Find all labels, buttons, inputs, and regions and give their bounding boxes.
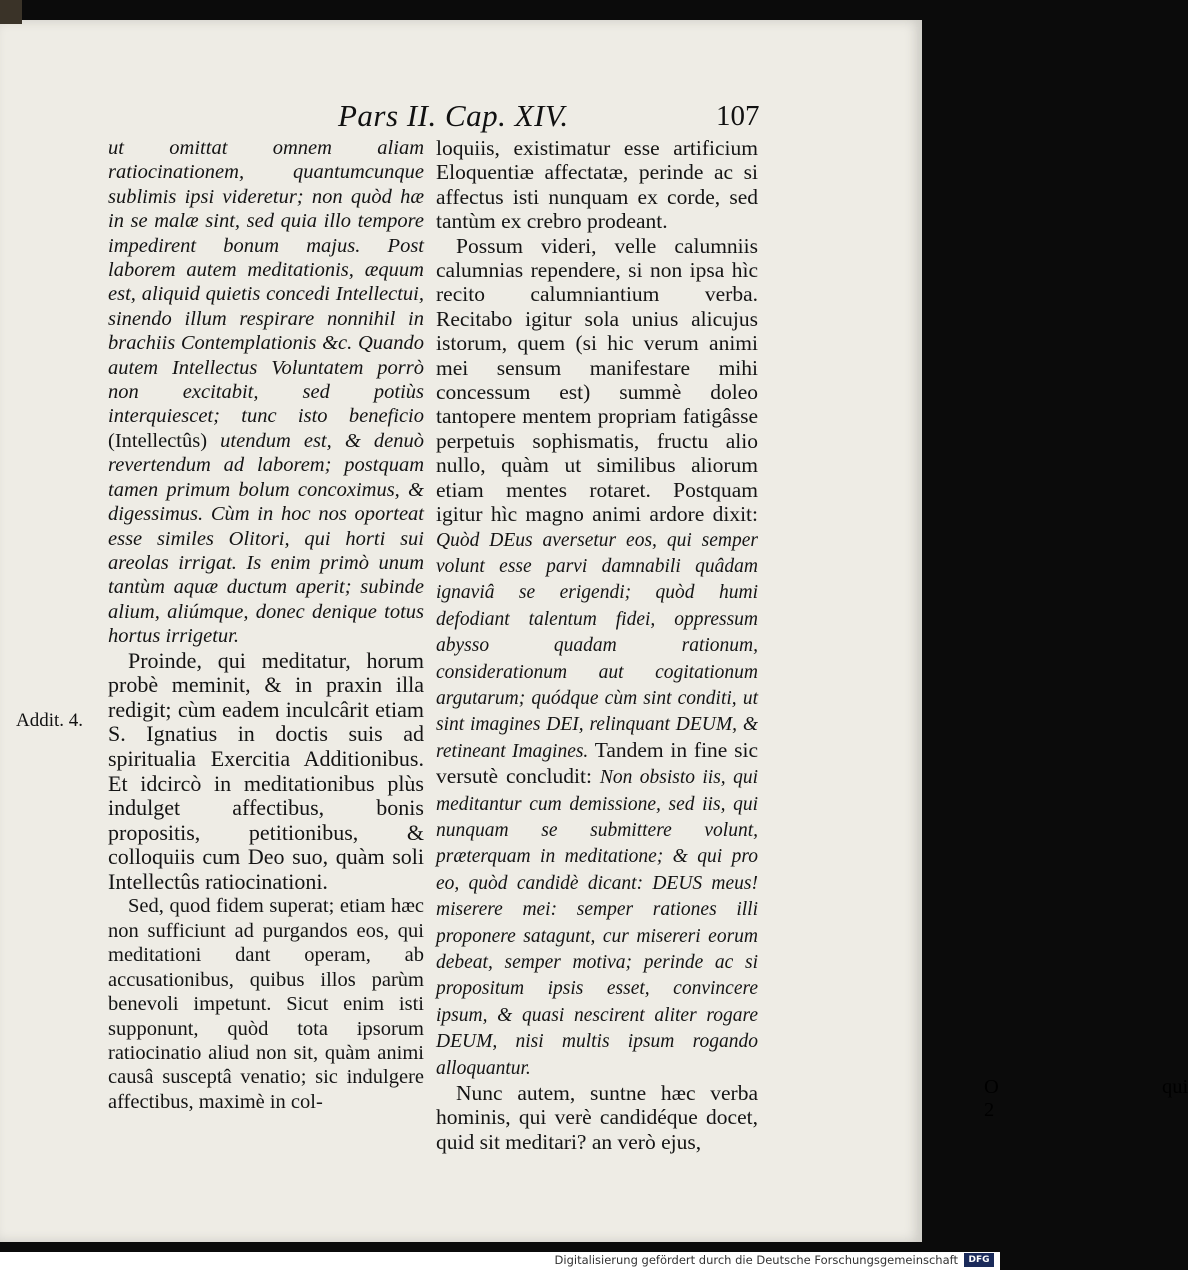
digitization-credit: Digitalisierung gefördert durch die Deutsche Forschungsgemeinschaft [554, 1253, 958, 1267]
signature-mark: O 2 [984, 1076, 999, 1121]
right-para2-text: Possum videri, velle calumniis calumnias rependere, si non ipsa hìc recito calumniantium verba. Recitabo igitur sola unius alicujus istorum, quem (si hic verum animi mei sensum manifestare mihi concessum est) summè doleo tantopere mentem propriam fatigâsse perpetuis sophismatis, fructu alio nullo, quàm ut similibus aliorum etiam mentes rotaret. Postquam igitur hìc magno animi ardore dixit: [436, 233, 758, 527]
scan-corner [0, 0, 22, 24]
dfg-logo-icon: DFG [964, 1253, 994, 1267]
left-paragraph-2: Proinde, qui meditatur, horum probè meminit, & in praxin illa redigit; cùm eadem inculcârit etiam S. Ignatius in doctis suis ad spiritualia Exercitia Additionibus. Et idcircò in meditationibus plùs indulget affectibus, bonis propositis, petitionibus, & colloquiis cum Deo suo, quàm soli Intellectûs ratiocinationi. [108, 647, 424, 894]
left-paragraph-3: Sed, quod fidem superat; etiam hæc non sufficiunt ad purgandos eos, qui meditationi dant operam, ab accusationibus, quibus illos parùm benevoli impetunt. Sicut enim isti supponunt, quòd tota ipsorum ratiocinatio aliud non sit, quàm animi causâ susceptâ venatio; sic indulgere affectibus, maximè in col- [108, 895, 424, 1113]
right-column [436, 136, 758, 1154]
running-head: Pars II. Cap. XIV. [338, 98, 569, 133]
left-para1-end: utendum est, & denuò revertendum ad laborem; postquam tamen primum bolum concoximus, & digessimus. Cùm in hoc nos oporteat esse similes Olitori, qui horti sui areolas irrigat. Is enim primò unum tantùm aquæ ductum aperit; subinde alium, aliúmque, donec denique totus hortus irrigetur. [108, 429, 425, 648]
left-paragraph-1 [108, 136, 424, 649]
page-header [0, 98, 922, 138]
digitization-footer [0, 1252, 1000, 1270]
page-number: 107 [716, 100, 760, 132]
right-paragraph-3: Nunc autem, suntne hæc verba hominis, qui verè candidéque docet, quid sit meditari? an verò ejus, [436, 1081, 758, 1154]
catchword: qui [1162, 1076, 1188, 1098]
margin-note: Addit. 4. [16, 710, 84, 731]
right-para2-italic: Quòd DEus aversetur eos, qui semper volunt esse parvi damnabili quâdam ignaviâ se erigendi; quòd humi defodiant talentum fidei, oppressum abysso quadam rationum, considerationum aut cogitationum argutarum; quódque cùm sint conditi, ut sint imagines DEI, relinquant DEUM, & retineant Imagines. [436, 529, 758, 762]
right-para2-roman: Tandem in fine sic versutè concludit: [436, 737, 758, 789]
right-paragraph-1: loquiis, existimatur esse artificium Eloquentiæ affectatæ, perinde ac si affectus isti nunquam ex corde, sed tantùm ex crebro prodeant. [436, 136, 758, 234]
right-paragraph-2 [436, 234, 758, 1081]
right-para2-italic-2: Non obsisto iis, qui meditantur cum demissione, sed iis, qui nunquam se submittere volunt, præterquam in meditatione; & qui pro eo, quòd candidè dicant: DEUS meus! miserere mei: semper rationes illi proponere satagunt, cur misereri eorum debeat, semper motiva; perinde ac si propositum ipsis esset, convincere ipsum, & quasi nescirent aliter rogare DEUM, nisi multis ipsum rogando alloquantur. [436, 767, 758, 1079]
left-para1-roman: (Intellectûs) [108, 429, 208, 452]
left-para1-text: ut omittat omnem aliam ratiocinationem, quantumcunque sublimis ipsi videretur; non quòd hæ in se malæ sint, sed quia illo tempore impedirent bonum majus. Post laborem autem meditationis, æquum est, aliquid quietis concedi Intellectui, sinendo illum respirare nonnihil in brachiis Contemplationis &c. Quando autem Intellectus Voluntatem porrò non excitabit, sed potiùs interquiescet; tunc isto beneficio [108, 137, 424, 428]
left-column [108, 136, 424, 1114]
book-page [0, 20, 1188, 1242]
